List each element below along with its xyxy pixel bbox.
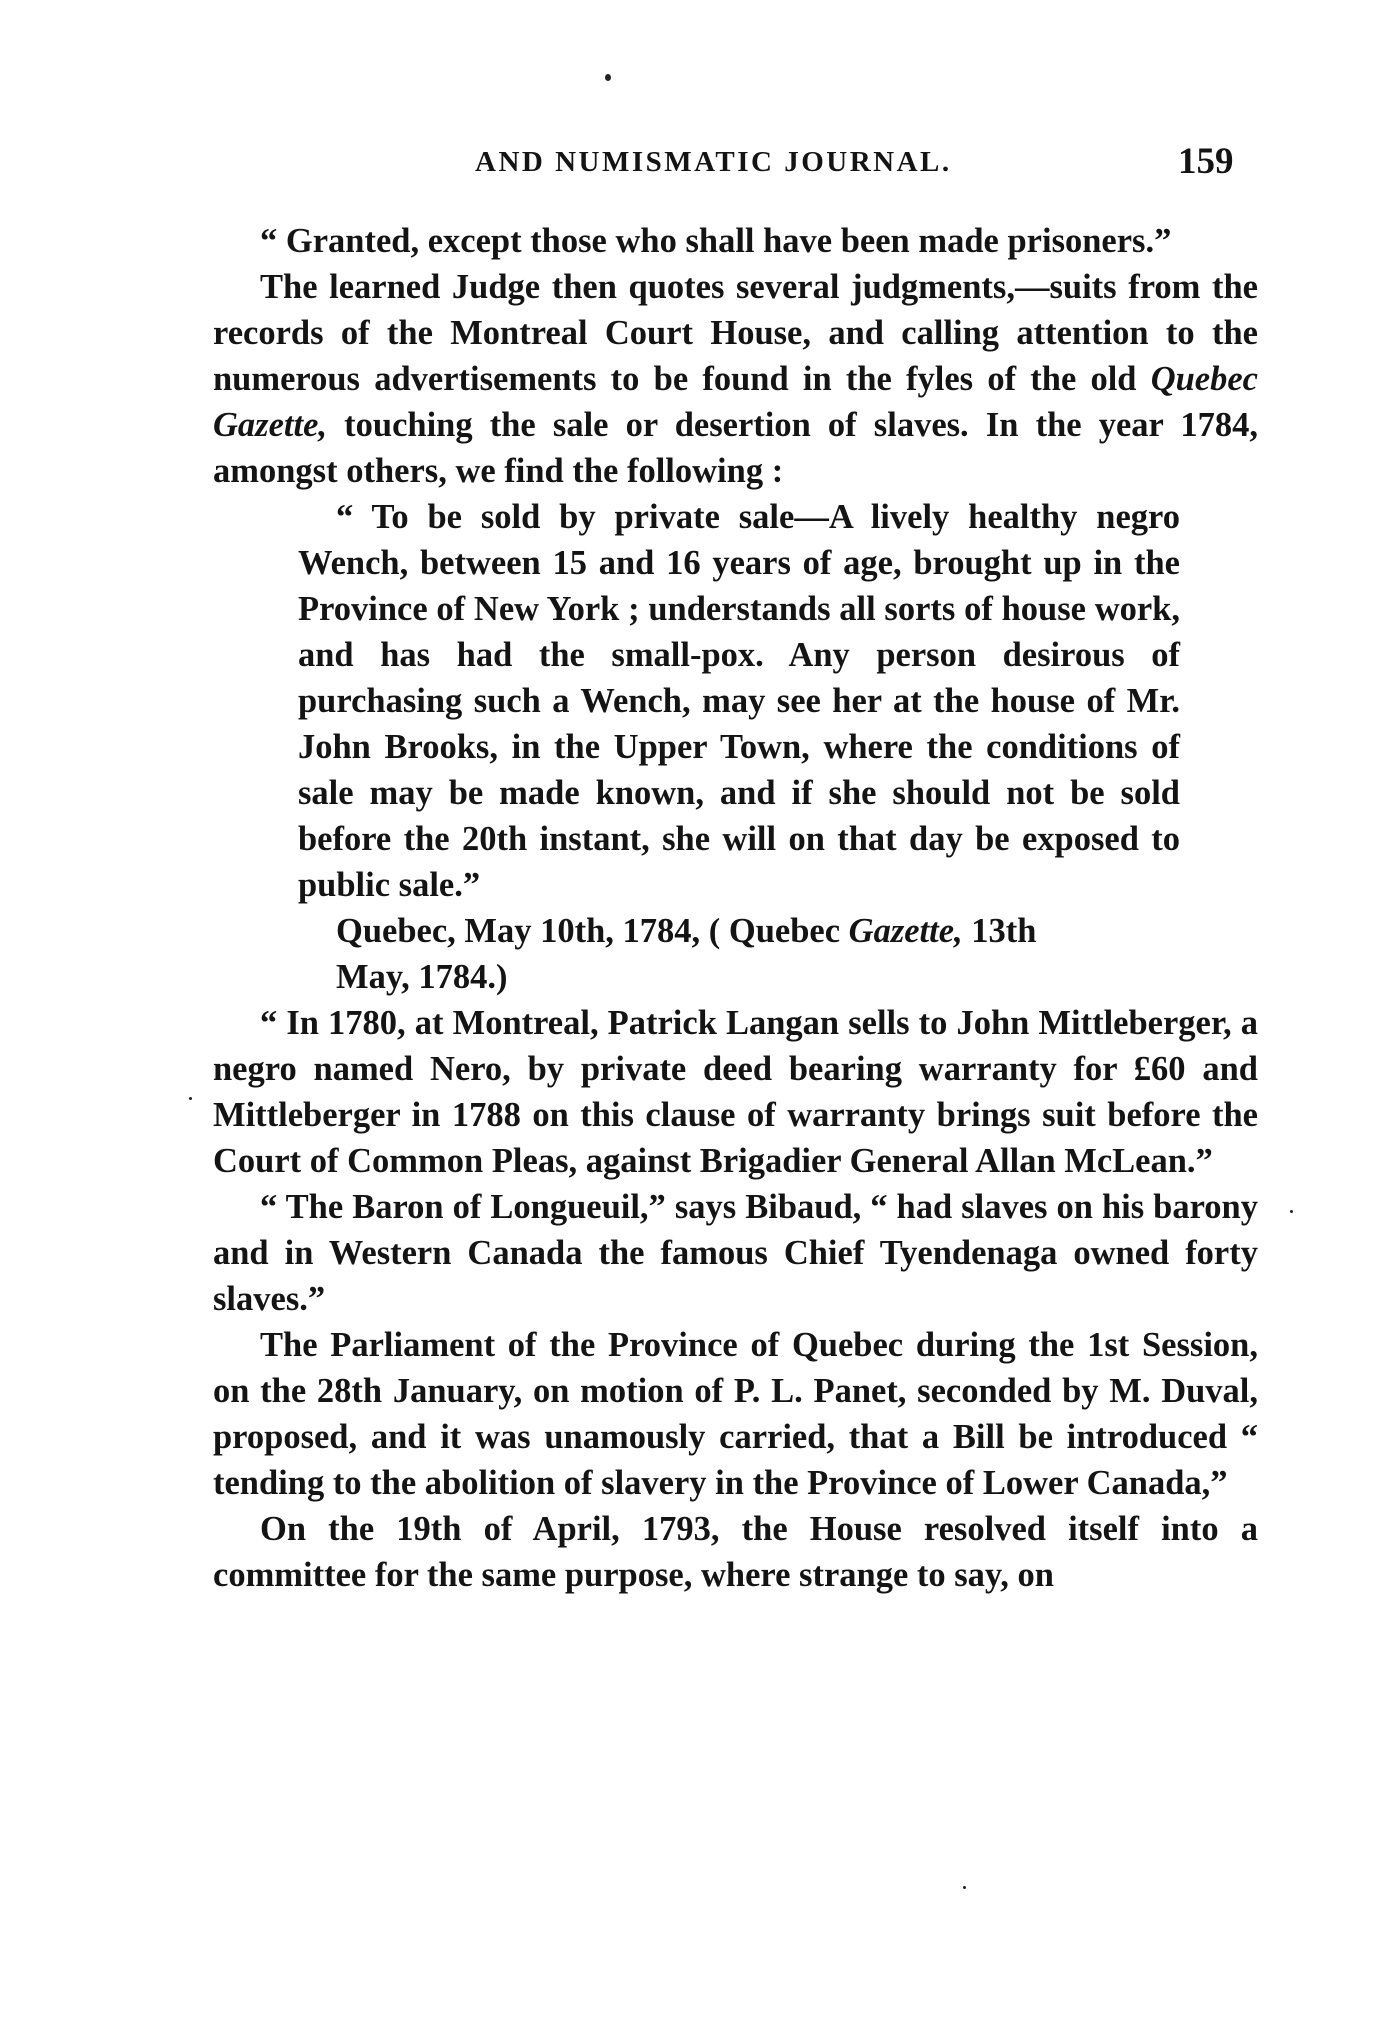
paragraph-longueuil: “ The Baron of Longueuil,” says Bibaud, “ had slaves on his barony and in Western Canada the famous Chief Tyendenaga owned forty slaves.” [213, 1188, 1258, 1318]
dateline-text-b: 13th [962, 912, 1037, 950]
dateline-italic: Gazette, [848, 912, 963, 950]
paragraph-granted: “ Granted, except those who shall have been made prisoners.” [260, 222, 1172, 260]
dateline-line-2: May, 1784.) [336, 958, 508, 996]
page-header [0, 138, 1388, 188]
ink-speck [605, 74, 611, 81]
body-text [213, 218, 1258, 1598]
running-head: AND NUMISMATIC JOURNAL. [475, 146, 952, 178]
paragraph-montreal-sale: “ In 1780, at Montreal, Patrick Langan sells to John Mittleberger, a negro named Nero, by private deed bearing warranty for £60 and Mittleberger in 1788 on this clause of warranty brings suit before the Court of Common Pleas, against Brigadier General Allan McLean.” [213, 1004, 1258, 1180]
newspaper-title: Quebec Gazette, [213, 360, 1258, 444]
quote-dateline [298, 908, 1180, 1000]
page-number: 159 [1178, 141, 1234, 182]
ink-speck [189, 1097, 192, 1100]
dateline-text-a: Quebec, May 10th, 1784, ( Quebec [336, 912, 849, 950]
ink-speck [963, 1886, 966, 1889]
advertisement-quote: “ To be sold by private sale—A lively healthy negro Wench, between 15 and 16 years of age, brought up in the Province of New York ; understands all sorts of house work, and has had the small-pox. Any person desirous of purchasing such a Wench, may see her at the house of Mr. John Brooks, in the Upper Town, where the conditions of sale may be made known, and if she should not be sold before the 20th instant, she will on that day be exposed to public sale.” [298, 498, 1180, 904]
paragraph-judge [213, 264, 1258, 494]
paragraph-judge-text-a: The learned Judge then quotes several judgments,—suits from the records of the Montreal Court House, and calling attention to the numerous advertisements to be found in the fyles of the old [213, 268, 1258, 398]
dateline-line-1 [298, 908, 1180, 954]
paragraph-judge-text-b: touching the sale or desertion of slaves. In the year 1784, amongst others, we find the following : [213, 406, 1258, 490]
ink-speck [1290, 1210, 1293, 1213]
paragraph-parliament: The Parliament of the Province of Quebec during the 1st Session, on the 28th January, on motion of P. L. Panet, seconded by M. Duval, proposed, and it was unamously carried, that a Bill be introduced “ tending to the abolition of slavery in the Province of Lower Canada,” [213, 1326, 1258, 1502]
paragraph-committee: On the 19th of April, 1793, the House resolved itself into a committee for the same purpose, where strange to say, on [213, 1510, 1258, 1594]
